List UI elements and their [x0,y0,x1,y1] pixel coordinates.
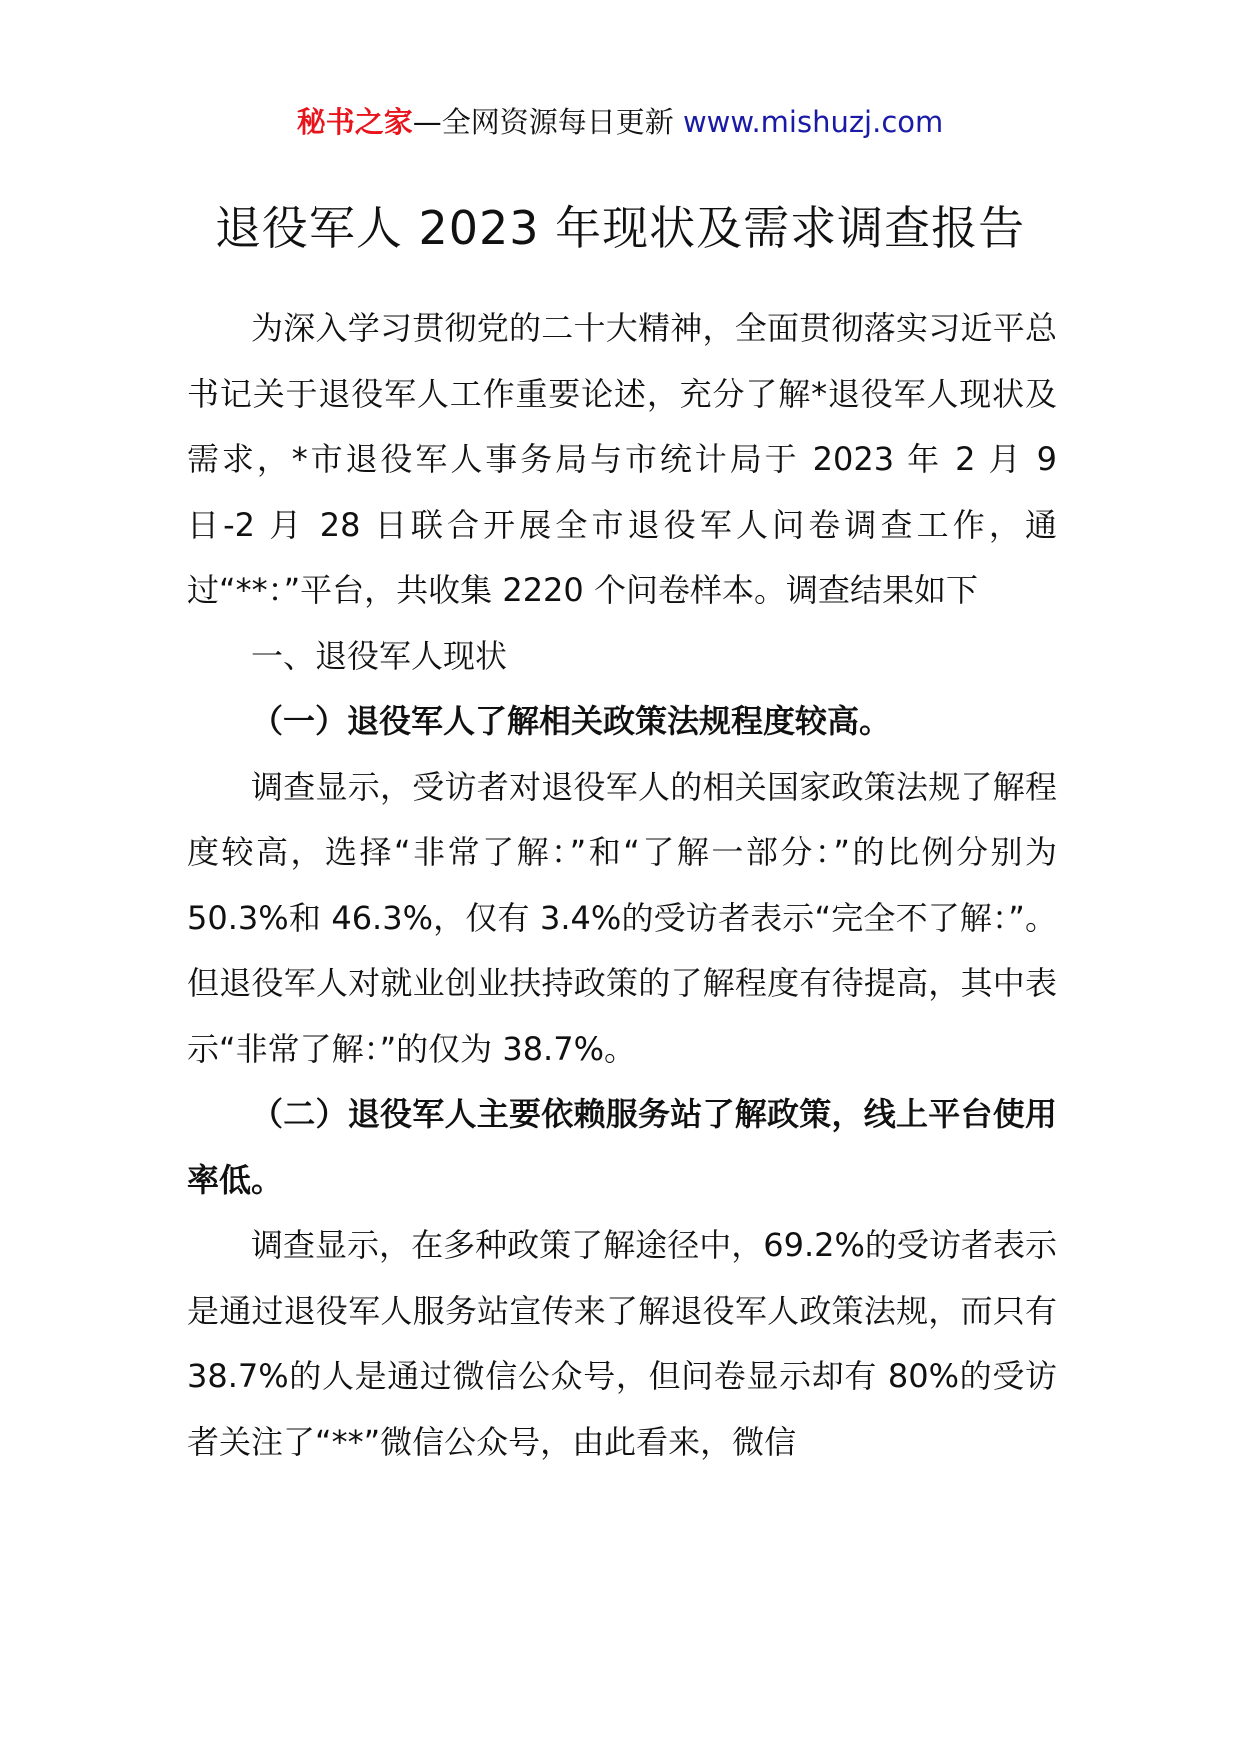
section-heading: 一、退役军人现状 [251,636,508,675]
site-url-link[interactable]: www.mishuzj.com [682,105,944,139]
document-body [187,296,1057,1475]
body-paragraph: 调查显示，受访者对退役军人的相关国家政策法规了解程度较高，选择“非常了解：”和“了解一部分：”的比例分别为 50.3%和 46.3%，仅有 3.4%的受访者表示“完全不了解：”。但退役军人对就业创业扶持政策的了解程度有待提高，其中表示“非常了解：”的仅为 38.7%。 [187,767,1057,1068]
document-title: 退役军人 2023 年现状及需求调查报告 [214,201,1026,255]
subsection-heading: （一）退役军人了解相关政策法规程度较高。 [251,702,892,740]
site-banner [0,100,1240,144]
body-paragraph: 调查显示，在多种政策了解途径中，69.2%的受访者表示是通过退役军人服务站宣传来了解退役军人政策法规，而只有 38.7%的人是通过微信公众号，但问卷显示却有 80%的受访者关注了“**”微信公众号，由此看来，微信 [187,1226,1057,1461]
site-brand: 秘书之家 [296,105,413,139]
site-tagline: —全网资源每日更新 [412,105,674,139]
subsection-heading: （二）退役军人主要依赖服务站了解政策，线上平台使用率低。 [187,1095,1057,1199]
intro-paragraph: 为深入学习贯彻党的二十大精神，全面贯彻落实习近平总书记关于退役军人工作重要论述，充分了解*退役军人现状及需求，*市退役军人事务局与市统计局于 2023 年 2 月 9 日-2 月 28 日联合开展全市退役军人问卷调查工作，通过“**：”平台，共收集 2220 个问卷样本。调查结果如下 [187,309,1057,609]
